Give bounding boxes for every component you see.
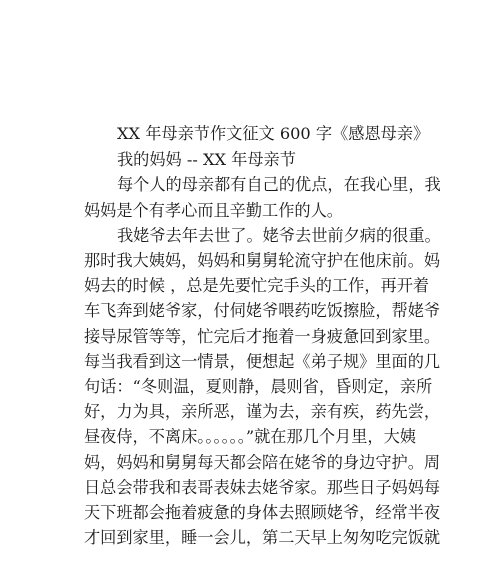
text-line: 每个人的母亲都有自己的优点，在我心里，我 [117,175,441,195]
text-line: 妈，妈妈和舅舅每天都会陪在姥爷的身边守护。周 [84,452,441,472]
document-subtitle: 我的妈妈 -- XX 年母亲节 [117,150,296,170]
text-line: 妈去的时候 ，总是先要忙完手头的工作，再开着 [84,276,430,296]
document-title: XX 年母亲节作文征文 600 字《感恩母亲》 [117,124,430,143]
text-line: 句话：“冬则温，夏则静，晨则省，昏则定，亲所 [84,377,433,397]
document-body [84,121,441,550]
body-text [84,172,441,550]
text-line: 我姥爷去年去世了。姥爷去世前夕病的很重。 [117,225,441,245]
text-line: 日总会带我和表哥表妹去姥爷家。那些日子妈妈每 [84,477,441,497]
text-line: 车飞奔到姥爷家，付伺姥爷喂药吃饭擦脸，帮姥爷 [84,301,441,321]
text-line: 那时我大姨妈，妈妈和舅舅轮流守护在他床前。妈 [84,251,441,271]
text-line: 天下班都会拖着疲惫的身体去照顾姥爷，经常半夜 [84,503,441,523]
text-line: 昼夜侍，不离床。。。。。。”就在那几个月里，大姨 [84,427,416,447]
text-line: 接导尿管等等，忙完后才拖着一身疲惫回到家里。 [84,326,441,346]
text-line: 才回到家里，睡一会儿，第二天早上匆匆吃完饭就 [84,528,441,548]
text-line: 每当我看到这一情景，便想起《弟子规》里面的几 [84,351,441,371]
text-line: 好，力为具，亲所恶，谨为去，亲有疾，药先尝， [84,402,441,422]
text-line: 妈妈是个有孝心而且辛勤工作的人。 [84,200,343,220]
